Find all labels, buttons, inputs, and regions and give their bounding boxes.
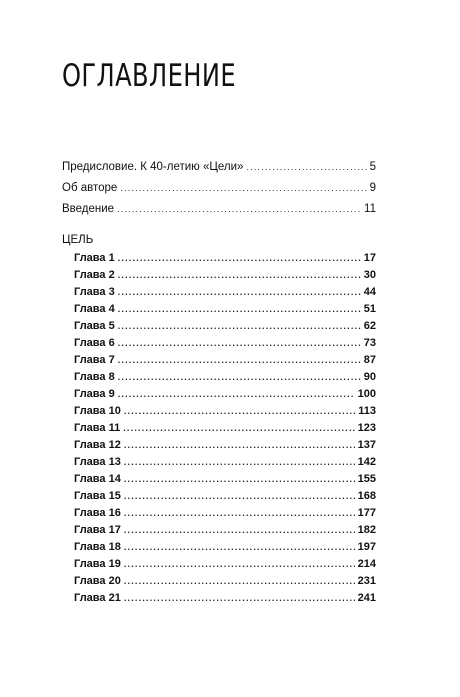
toc-entry-label: Глава 21 <box>74 592 121 604</box>
toc-entry-page-number: 113 <box>358 405 376 417</box>
chapter-entry[interactable] <box>74 437 376 454</box>
toc-entry-page-number: 17 <box>363 252 376 264</box>
toc-entry[interactable] <box>62 199 376 220</box>
toc-entry-page-number: 142 <box>357 456 376 468</box>
dot-leader <box>118 301 361 318</box>
toc-entry-page-number: 11 <box>364 203 376 215</box>
dot-leader <box>123 420 354 437</box>
toc-entry-label: Глава 11 <box>74 422 121 434</box>
toc-entry-label: Глава 19 <box>74 558 121 570</box>
dot-leader <box>124 505 355 522</box>
chapter-entry[interactable] <box>74 590 376 607</box>
toc-entry-label: Глава 2 <box>74 269 115 281</box>
toc-entry-page-number: 100 <box>357 388 376 400</box>
toc-entry-label: Глава 14 <box>74 473 121 485</box>
dot-leader <box>118 352 361 369</box>
chapter-entry[interactable] <box>74 539 376 556</box>
chapter-list <box>62 250 376 607</box>
toc-entry-page-number: 5 <box>369 161 376 173</box>
toc-entry-page-number: 30 <box>363 269 376 281</box>
toc-entry-label: Глава 9 <box>74 388 115 400</box>
dot-leader <box>124 454 355 471</box>
chapter-entry[interactable] <box>74 369 376 386</box>
toc-entry-label: Глава 12 <box>74 439 121 451</box>
toc-entry-label: Глава 16 <box>74 507 121 519</box>
toc-entry-page-number: 182 <box>357 524 376 536</box>
toc-entry-page-number: 177 <box>357 507 376 519</box>
toc-entry-label: Глава 20 <box>74 575 121 587</box>
table-of-contents <box>62 157 376 607</box>
toc-entry-label: Предисловие. К 40-летию «Цели» <box>62 161 244 173</box>
chapter-entry[interactable] <box>74 250 376 267</box>
dot-leader <box>124 488 355 505</box>
dot-leader <box>124 437 355 454</box>
toc-entry-label: Глава 17 <box>74 524 121 536</box>
chapter-entry[interactable] <box>74 556 376 573</box>
chapter-entry[interactable] <box>74 352 376 369</box>
dot-leader <box>124 590 355 607</box>
toc-entry-page-number: 155 <box>357 473 376 485</box>
dot-leader <box>117 199 361 220</box>
chapter-entry[interactable] <box>74 335 376 352</box>
toc-entry-label: Введение <box>62 203 115 215</box>
chapter-entry[interactable] <box>74 386 376 403</box>
dot-leader <box>124 471 355 488</box>
chapter-entry[interactable] <box>74 573 376 590</box>
toc-entry-label: Об авторе <box>62 182 118 194</box>
toc-entry-label: Глава 10 <box>74 405 121 417</box>
dot-leader <box>124 403 355 420</box>
toc-entry-label: Глава 6 <box>74 337 115 349</box>
toc-entry-label: Глава 7 <box>74 354 115 366</box>
toc-entry-label: Глава 3 <box>74 286 115 298</box>
dot-leader <box>118 318 361 335</box>
toc-entry-label: Глава 5 <box>74 320 115 332</box>
chapter-entry[interactable] <box>74 284 376 301</box>
chapter-entry[interactable] <box>74 454 376 471</box>
dot-leader <box>124 556 355 573</box>
toc-entry-page-number: 197 <box>357 541 376 553</box>
toc-entry-label: Глава 4 <box>74 303 115 315</box>
dot-leader <box>120 178 366 199</box>
dot-leader <box>118 369 361 386</box>
dot-leader <box>118 386 355 403</box>
chapter-entry[interactable] <box>74 301 376 318</box>
toc-entry-page-number: 44 <box>363 286 376 298</box>
toc-entry-page-number: 168 <box>357 490 376 502</box>
dot-leader <box>246 157 366 178</box>
toc-entry-page-number: 214 <box>357 558 376 570</box>
dot-leader <box>124 539 355 556</box>
chapter-entry[interactable] <box>74 522 376 539</box>
toc-entry-page-number: 62 <box>363 320 376 332</box>
chapter-entry[interactable] <box>74 403 376 420</box>
chapter-entry[interactable] <box>74 420 376 437</box>
toc-entry-page-number: 123 <box>357 422 376 434</box>
toc-entry-page-number: 9 <box>369 182 376 194</box>
dot-leader <box>118 250 361 267</box>
toc-entry-page-number: 137 <box>357 439 376 451</box>
toc-entry-page-number: 90 <box>363 371 376 383</box>
chapter-entry[interactable] <box>74 318 376 335</box>
chapter-entry[interactable] <box>74 267 376 284</box>
toc-entry[interactable] <box>62 178 376 199</box>
dot-leader <box>118 335 361 352</box>
toc-entry-page-number: 87 <box>363 354 376 366</box>
toc-entry-label: Глава 1 <box>74 252 115 264</box>
toc-entry-label: Глава 13 <box>74 456 121 468</box>
chapter-entry[interactable] <box>74 488 376 505</box>
toc-entry-label: Глава 18 <box>74 541 121 553</box>
toc-entry-label: Глава 8 <box>74 371 115 383</box>
chapter-entry[interactable] <box>74 471 376 488</box>
page-title: ОГЛАВЛЕНИЕ <box>62 58 237 94</box>
toc-entry-page-number: 241 <box>357 592 376 604</box>
chapter-entry[interactable] <box>74 505 376 522</box>
toc-entry[interactable] <box>62 157 376 178</box>
toc-entry-label: Глава 15 <box>74 490 121 502</box>
dot-leader <box>118 284 361 301</box>
toc-entry-page-number: 51 <box>363 303 376 315</box>
toc-entry-page-number: 231 <box>357 575 376 587</box>
toc-entry-page-number: 73 <box>363 337 376 349</box>
dot-leader <box>118 267 361 284</box>
front-matter-list <box>62 157 376 220</box>
dot-leader <box>124 522 355 539</box>
dot-leader <box>124 573 355 590</box>
section-label: ЦЕЛЬ <box>62 234 94 246</box>
